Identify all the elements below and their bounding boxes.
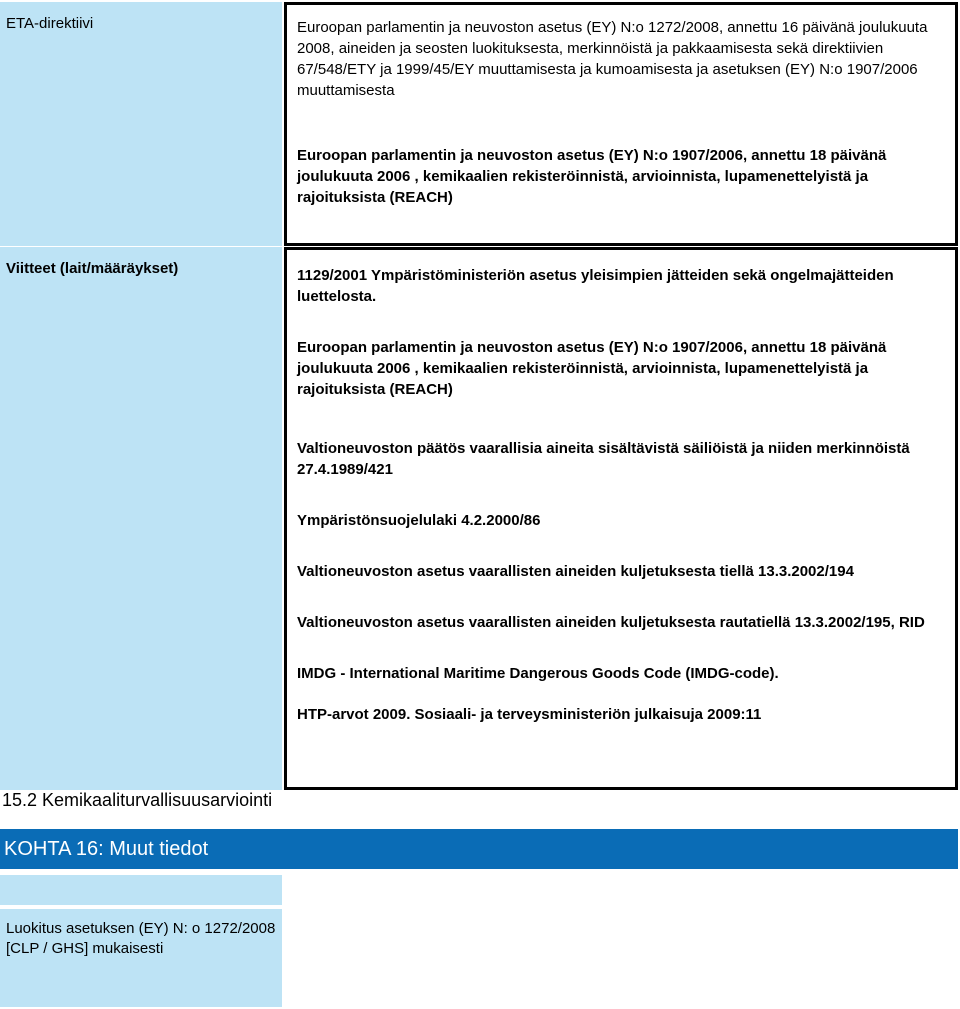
blank-label-cell — [0, 875, 282, 905]
row-content-eta-direktiivi — [284, 2, 958, 246]
section-bar — [0, 829, 958, 869]
reference-paragraph: Euroopan parlamentin ja neuvoston asetus (EY) N:o 1907/2006, annettu 18 päivänä joulukuuta 2006 , kemikaalien rekisteröinnistä, arvioinnista, lupamenettelyistä ja rajoituksista (REACH) — [297, 339, 887, 398]
row-label-text: Luokitus asetuksen (EY) N: o 1272/2008 [CLP / GHS] mukaisesti — [6, 920, 276, 957]
row-label-eta-direktiivi — [0, 2, 282, 246]
row-content-viitteet — [284, 247, 958, 790]
row-label-viitteet — [0, 247, 282, 790]
row-label-text: ETA-direktiivi — [6, 15, 94, 32]
section-bar-title: KOHTA 16: Muut tiedot — [4, 838, 209, 860]
row-label-luokitus — [0, 909, 282, 1007]
section-heading: 15.2 Kemikaaliturvallisuusarviointi — [2, 790, 273, 810]
reference-paragraph: Valtioneuvoston päätös vaarallisia aineita sisältävistä säiliöistä ja niiden merkinnöistä 27.4.1989/421 — [297, 440, 910, 478]
reference-paragraph: 1129/2001 Ympäristöministeriön asetus yleisimpien jätteiden sekä ongelmajätteiden luettelosta. — [297, 267, 894, 305]
row-label-text: Viitteet (lait/määräykset) — [6, 260, 179, 277]
reference-paragraph: IMDG - International Maritime Dangerous Goods Code (IMDG-code). — [297, 665, 779, 682]
reference-paragraph: HTP-arvot 2009. Sosiaali- ja terveysministeriön julkaisuja 2009:11 — [297, 706, 762, 723]
regulation-paragraph: Euroopan parlamentin ja neuvoston asetus (EY) N:o 1907/2006, annettu 18 päivänä joulukuuta 2006 , kemikaalien rekisteröinnistä, arvioinnista, lupamenettelyistä ja rajoituksista (REACH) — [297, 147, 887, 206]
reference-paragraph: Ympäristönsuojelulaki 4.2.2000/86 — [297, 512, 541, 529]
reference-paragraph: Valtioneuvoston asetus vaarallisten aineiden kuljetuksesta rautatiellä 13.3.2002/195, RID — [297, 614, 925, 631]
reference-paragraph: Valtioneuvoston asetus vaarallisten aineiden kuljetuksesta tiellä 13.3.2002/194 — [297, 563, 854, 580]
regulation-paragraph: Euroopan parlamentin ja neuvoston asetus (EY) N:o 1272/2008, annettu 16 päivänä joulukuuta 2008, aineiden ja seosten luokituksesta, merkinnöistä ja pakkaamisesta sekä direktiivien 67/548/ETY ja 1999/45/EY muuttamisesta ja kumoamisesta ja asetuksen (EY) N:o 1907/2006 muuttamisesta — [297, 19, 928, 99]
